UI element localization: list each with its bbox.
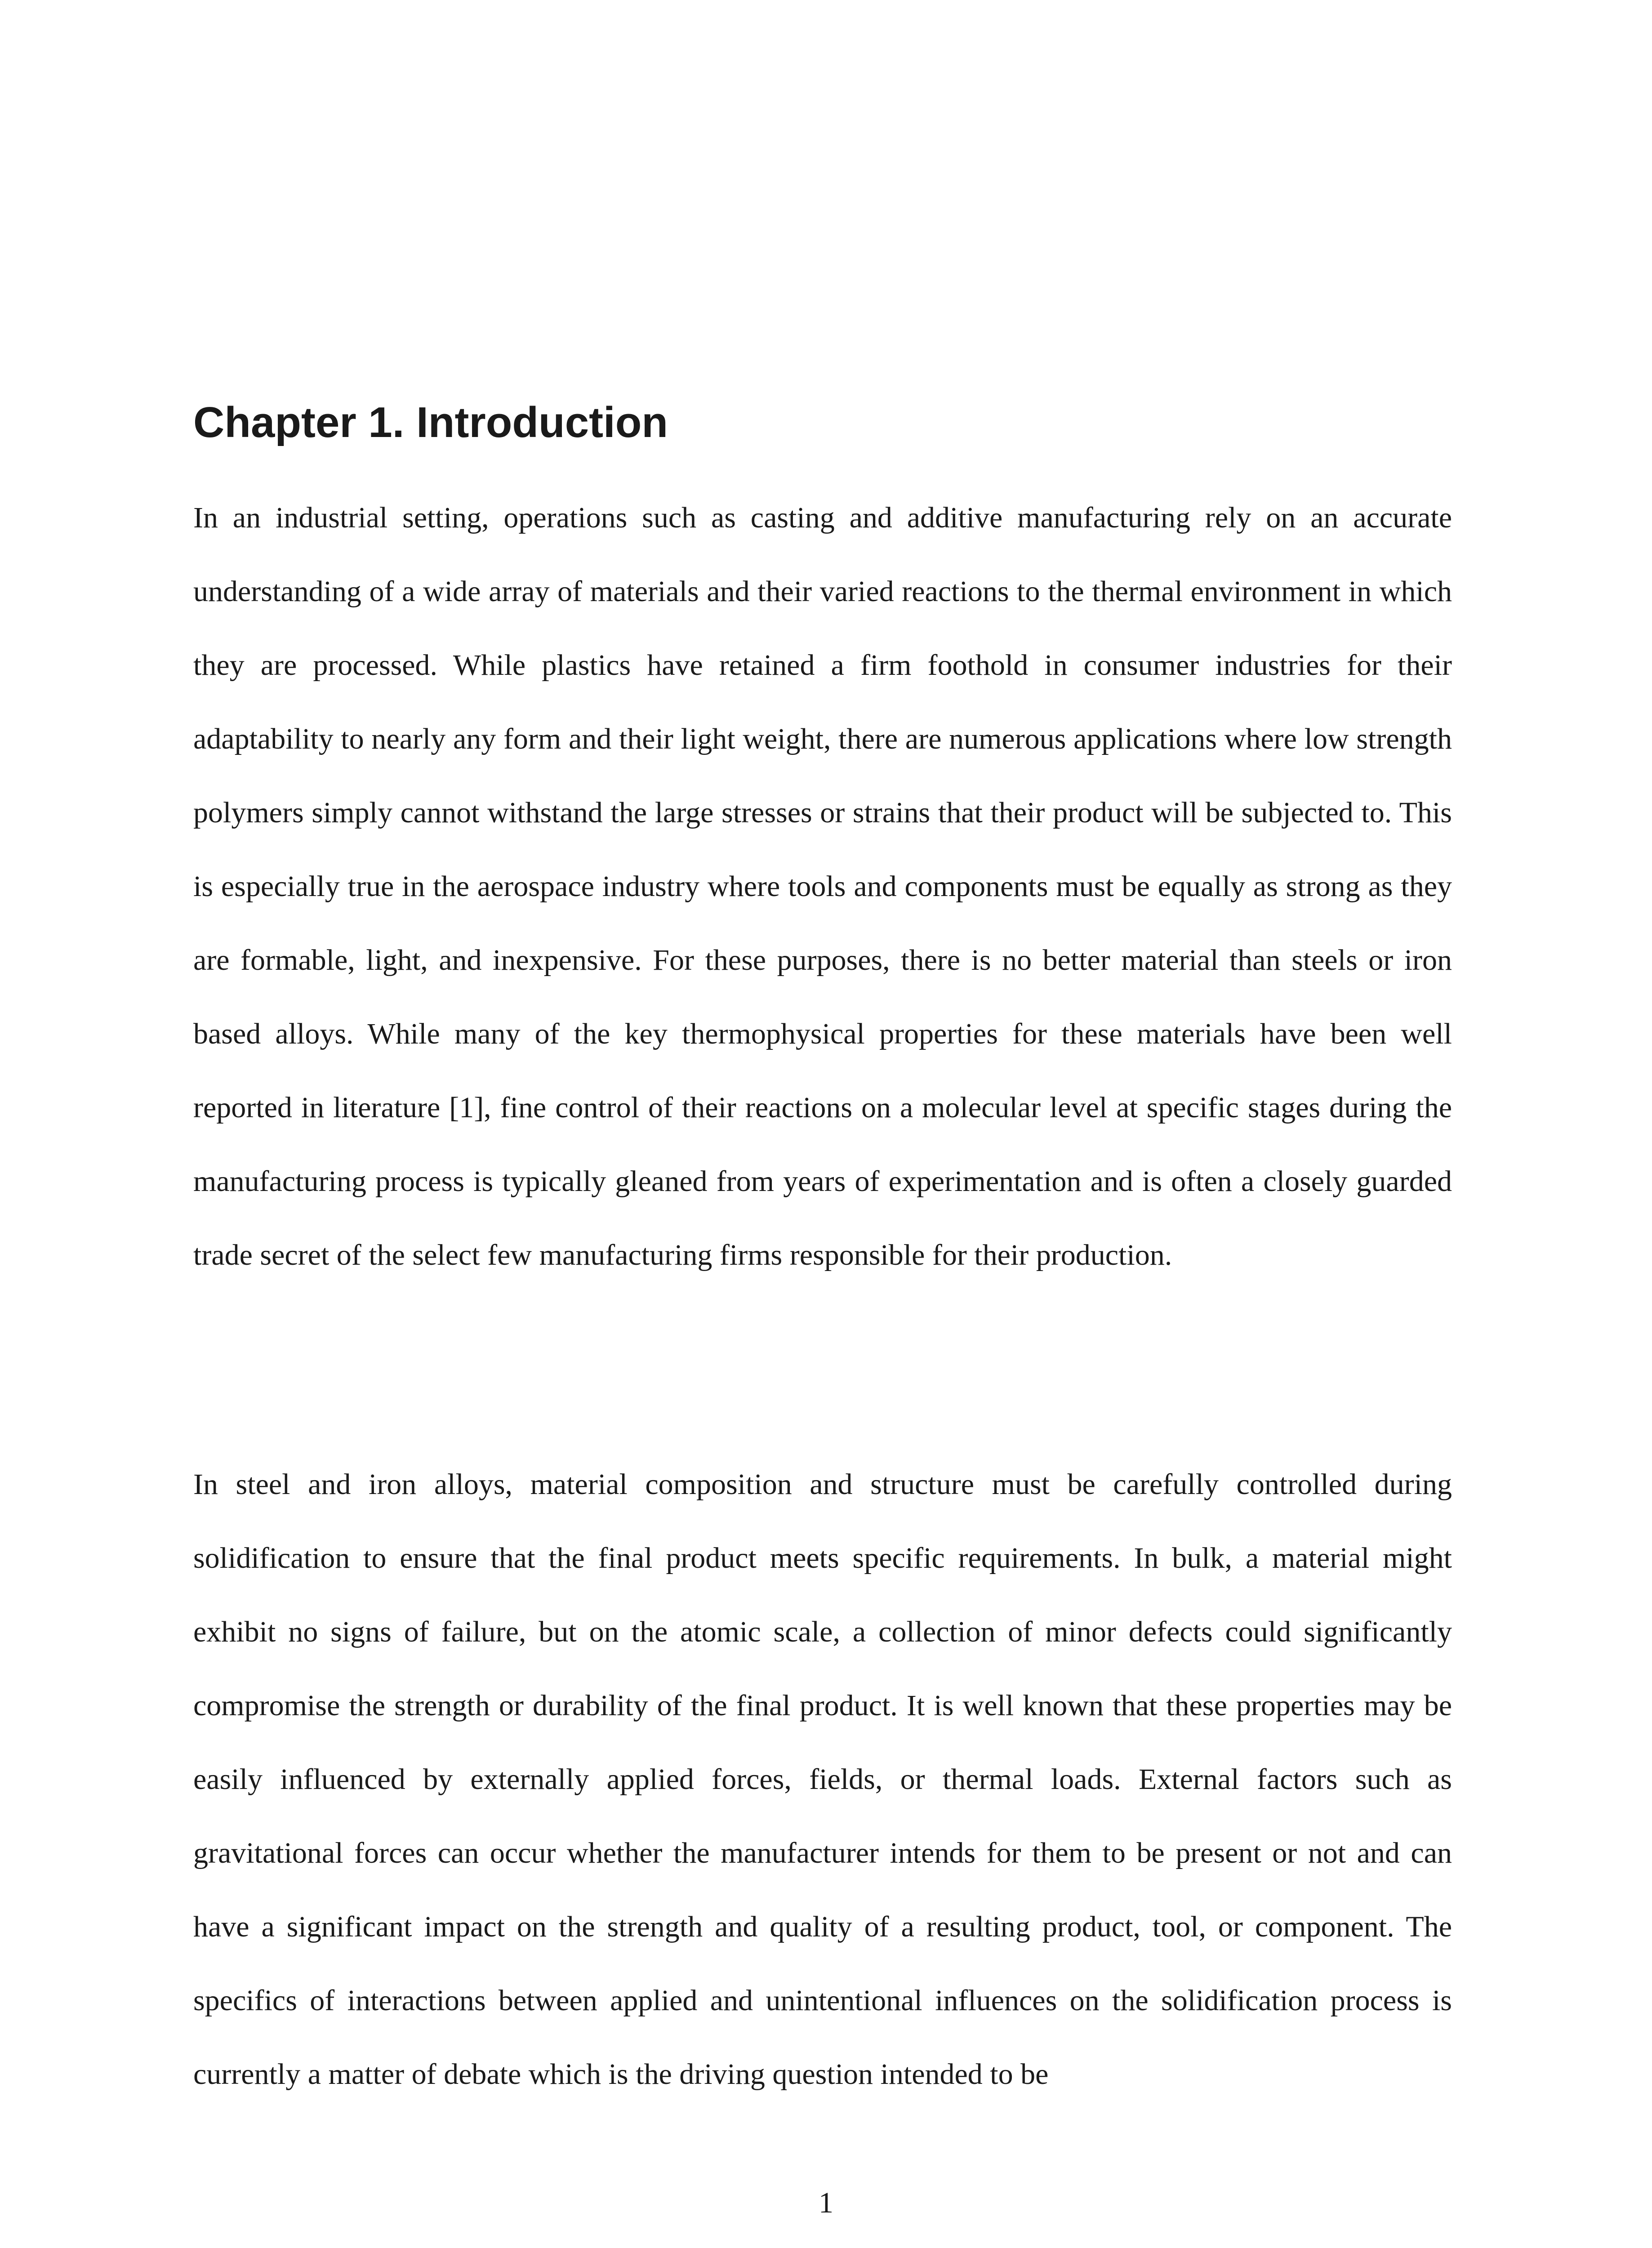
chapter-title: Chapter 1. Introduction: [193, 398, 668, 446]
body-paragraph-1: In an industrial setting, operations such as casting and additive manufacturing rely on an accurate understanding of a wide array of materials and their varied reactions to the thermal environment in which they are processed. While plastics have retained a firm foothold in consumer industries for their adaptability to nearly any form and their light weight, there are numerous applications where low strength polymers simply cannot withstand the large stresses or strains that their product will be subjected to. This is especially true in the aerospace industry where tools and components must be equally as strong as they are formable, light, and inexpensive. For these purposes, there is no better material than steels or iron based alloys. While many of the key thermophysical properties for these materials have been well reported in literature [1], fine control of their reactions on a molecular level at specific stages during the manufacturing process is typically gleaned from years of experimentation and is often a closely guarded trade secret of the select few manufacturing firms responsible for their production.: [193, 501, 1452, 1271]
body-paragraph-2: In steel and iron alloys, material composition and structure must be carefully controlled during solidification to ensure that the final product meets specific requirements. In bulk, a material might exhibit no signs of failure, but on the atomic scale, a collection of minor defects could significantly compromise the strength or durability of the final product. It is well known that these properties may be easily influenced by externally applied forces, fields, or thermal loads. External factors such as gravitational forces can occur whether the manufacturer intends for them to be present or not and can have a significant impact on the strength and quality of a resulting product, tool, or component. The specifics of interactions between applied and unintentional influences on the solidification process is currently a matter of debate which is the driving question intended to be: [193, 1468, 1452, 2091]
page-number: 1: [819, 2186, 833, 2219]
